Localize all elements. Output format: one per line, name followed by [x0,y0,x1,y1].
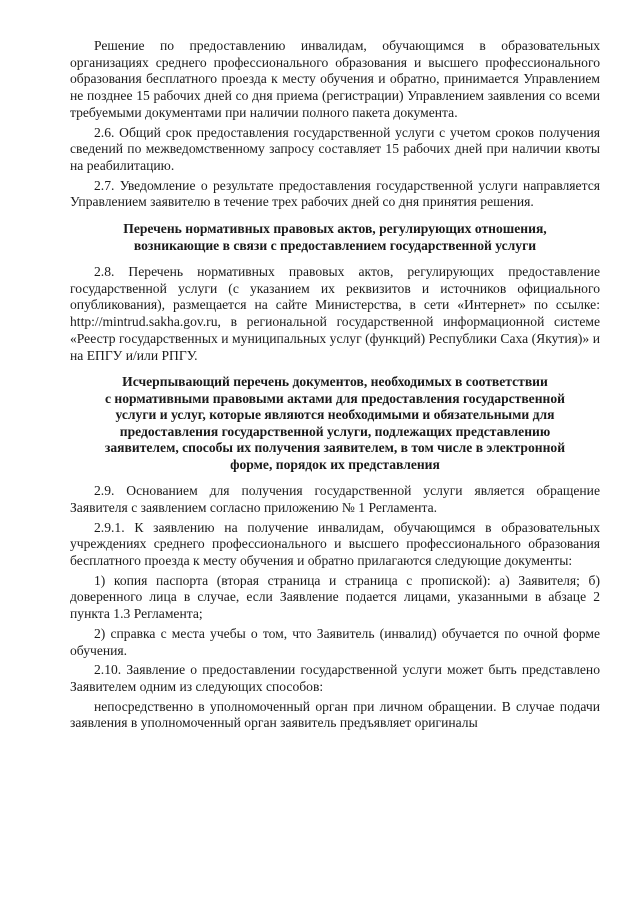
heading-line: Исчерпывающий перечень документов, необходимых в соответствии [122,374,548,390]
paragraph-submission-method: непосредственно в уполномоченный орган при личном обращении. В случае подачи заявления в уполномоченный орган заявитель предъявляет оригиналы [70,698,600,731]
heading-line: Перечень нормативных правовых актов, регулирующих отношения, [123,221,547,237]
paragraph-decision-terms: Решение по предоставлению инвалидам, обучающимся в образовательных организациях среднего профессионального образования и высшего профессионального образования бесплатного проезда к месту обучения и обратно, принимается Управлением не позднее 15 рабочих дней со дня приема (регистрации) Управлением заявления со всеми требуемыми документами при наличии полного пакета документа. [70,38,600,120]
heading-line: форме, порядок их представления [230,456,440,472]
paragraph-2-8: 2.8. Перечень нормативных правовых актов, регулирующих предоставление государственной услуги (с указанием их реквизитов и источников официального опубликования), размещается на сайте Министерства, в сети «Интернет» по ссылке: http://mintrud.sakha.gov.ru, в региональной государственной информационной системе «Реестр государственных и муниципальных услуг (функций) Республики Саха (Якутия)» и на ЕПГУ и/или РПГУ. [70,264,600,363]
paragraph-2-9-1: 2.9.1. К заявлению на получение инвалидам, обучающимся в образовательных учреждениях среднего профессионального и высшего профессионального образования бесплатного проезда к месту обучения и обратно прилагаются следующие документы: [70,519,600,569]
list-item-study-certificate: 2) справка с места учебы о том, что Заявитель (инвалид) обучается по очной форме обучения. [70,625,600,658]
paragraph-2-6: 2.6. Общий срок предоставления государственной услуги с учетом сроков получения сведений по межведомственному запросу составляет 15 рабочих дней при наличии квоты на реабилитацию. [70,124,600,173]
paragraph-2-7: 2.7. Уведомление о результате предоставления государственной услуги направляется Управлением заявителю в течение трех рабочих дней со дня принятия решения. [70,177,600,210]
heading-line: возникающие в связи с предоставлением государственной услуги [133,237,537,253]
list-item-passport-copy: 1) копия паспорта (вторая страница и страница с пропиской): а) Заявителя; б) доверенного лица в случае, если Заявление подается лицами, указанными в абзаце 2 пункта 1.3 Регламента; [70,572,600,622]
heading-line: с нормативными правовыми актами для предоставления государственной [104,390,566,406]
heading-line: предоставления государственной услуги, подлежащих представлению [119,423,551,439]
heading-line: заявителем, способы их получения заявителем, в том числе в электронной [104,440,566,456]
heading-line: услуги и услуг, которые являются необходимыми и обязательными для [115,407,555,423]
paragraph-2-9: 2.9. Основанием для получения государственной услуги является обращение Заявителя с заявлением согласно приложению № 1 Регламента. [70,483,600,515]
heading-legal-acts [70,221,600,254]
heading-documents-list [70,374,600,473]
paragraph-2-10: 2.10. Заявление о предоставлении государственной услуги может быть представлено Заявителем одним из следующих способов: [70,662,600,694]
